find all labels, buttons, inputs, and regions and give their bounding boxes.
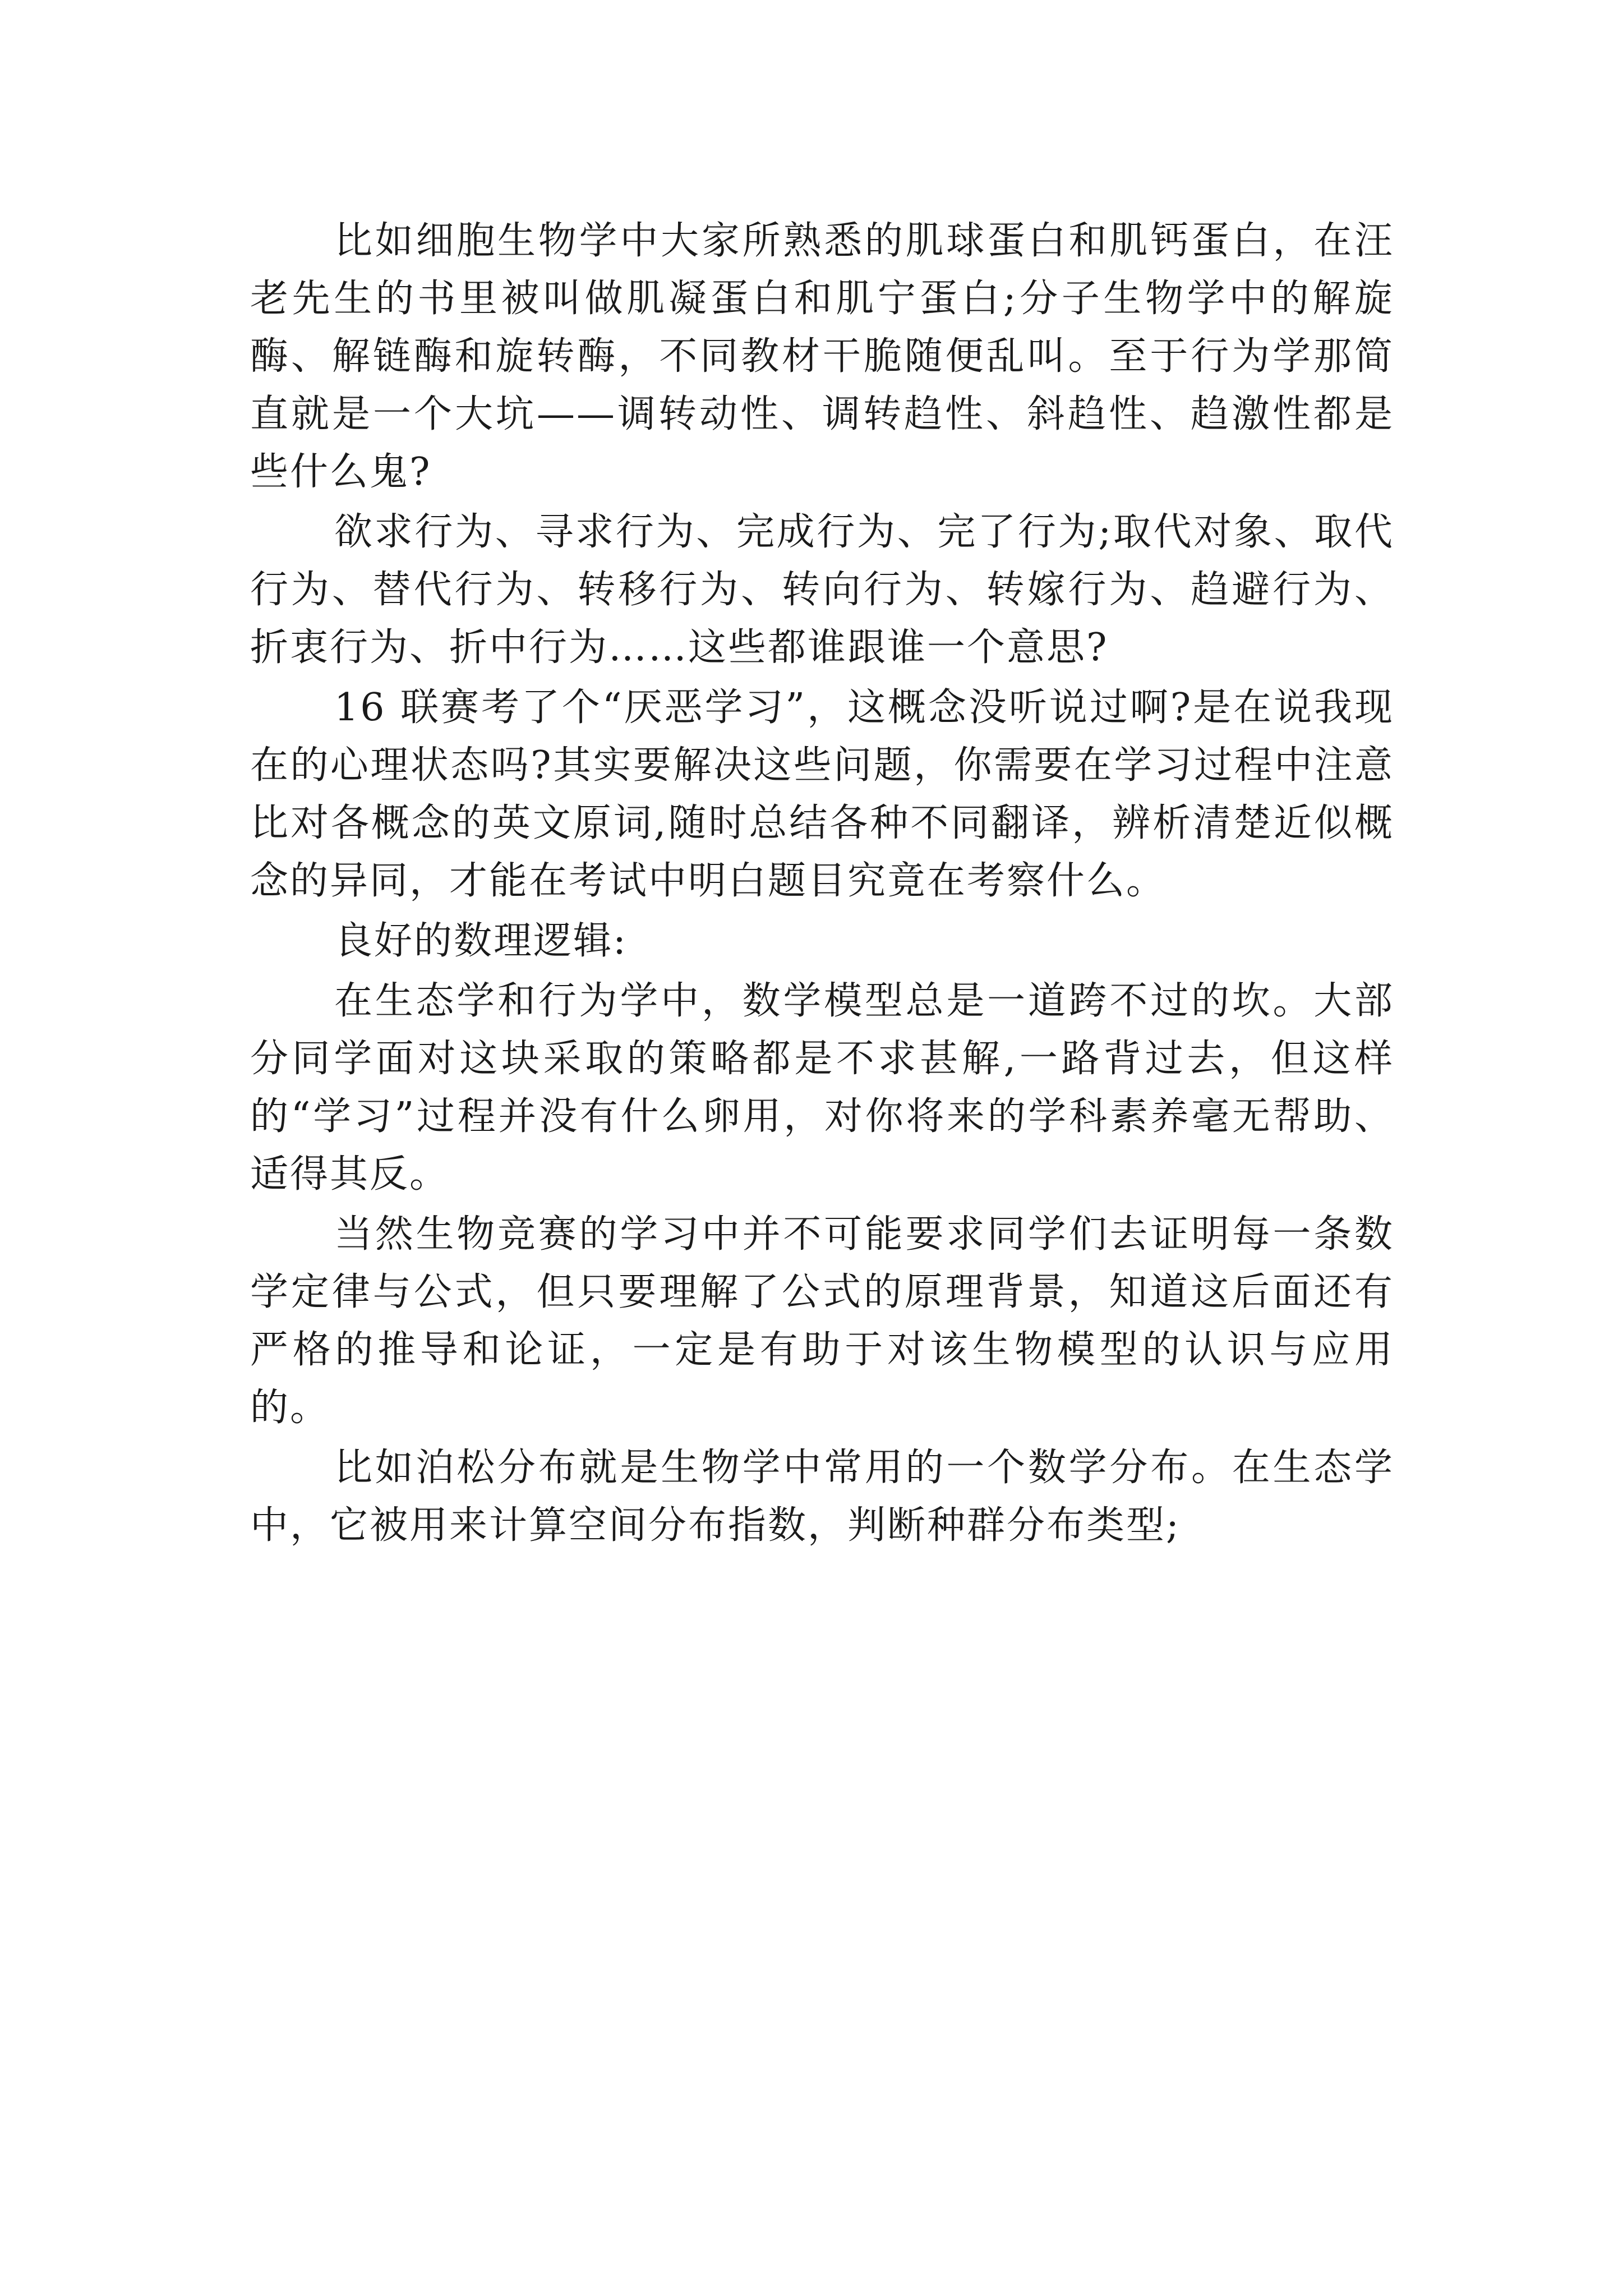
paragraph-aversive-learning: 16 联赛考了个“厌恶学习”，这概念没听说过啊?是在说我现在的心理状态吗?其实要解决这些问题，你需要在学习过程中注意比对各概念的英文原词,随时总结各种不同翻译，辨析清楚近似概念的异同，才能在考试中明白题目究竟在考察什么。: [250, 685, 1394, 903]
paragraph-terminology-examples: 比如细胞生物学中大家所熟悉的肌球蛋白和肌钙蛋白，在汪老先生的书里被叫做肌凝蛋白和肌宁蛋白;分子生物学中的解旋酶、解链酶和旋转酶，不同教材干脆随便乱叫。至于行为学那简直就是一个大坑——调转动性、调转趋性、斜趋性、趋激性都是些什么鬼?: [250, 219, 1394, 494]
paragraph-math-models: 在生态学和行为学中，数学模型总是一道跨不过的坎。大部分同学面对这块采取的策略都是不求甚解,一路背过去，但这样的“学习”过程并没有什么卵用，对你将来的学科素养毫无帮助、适得其反。: [250, 979, 1394, 1197]
body-text: [250, 212, 1394, 1557]
paragraph-poisson-distribution: 比如泊松分布就是生物学中常用的一个数学分布。在生态学中，它被用来计算空间分布指数，判断种群分布类型;: [250, 1446, 1394, 1548]
paragraph-formula-understanding: 当然生物竞赛的学习中并不可能要求同学们去证明每一条数学定律与公式，但只要理解了公式的原理背景，知道这后面还有严格的推导和论证，一定是有助于对该生物模型的认识与应用的。: [250, 1212, 1394, 1430]
section-heading-math-logic: 良好的数理逻辑:: [334, 919, 628, 963]
paragraph-behavior-terms: 欲求行为、寻求行为、完成行为、完了行为;取代对象、取代行为、替代行为、转移行为、转向行为、转嫁行为、趋避行为、折衷行为、折中行为……这些都谁跟谁一个意思?: [250, 510, 1394, 670]
